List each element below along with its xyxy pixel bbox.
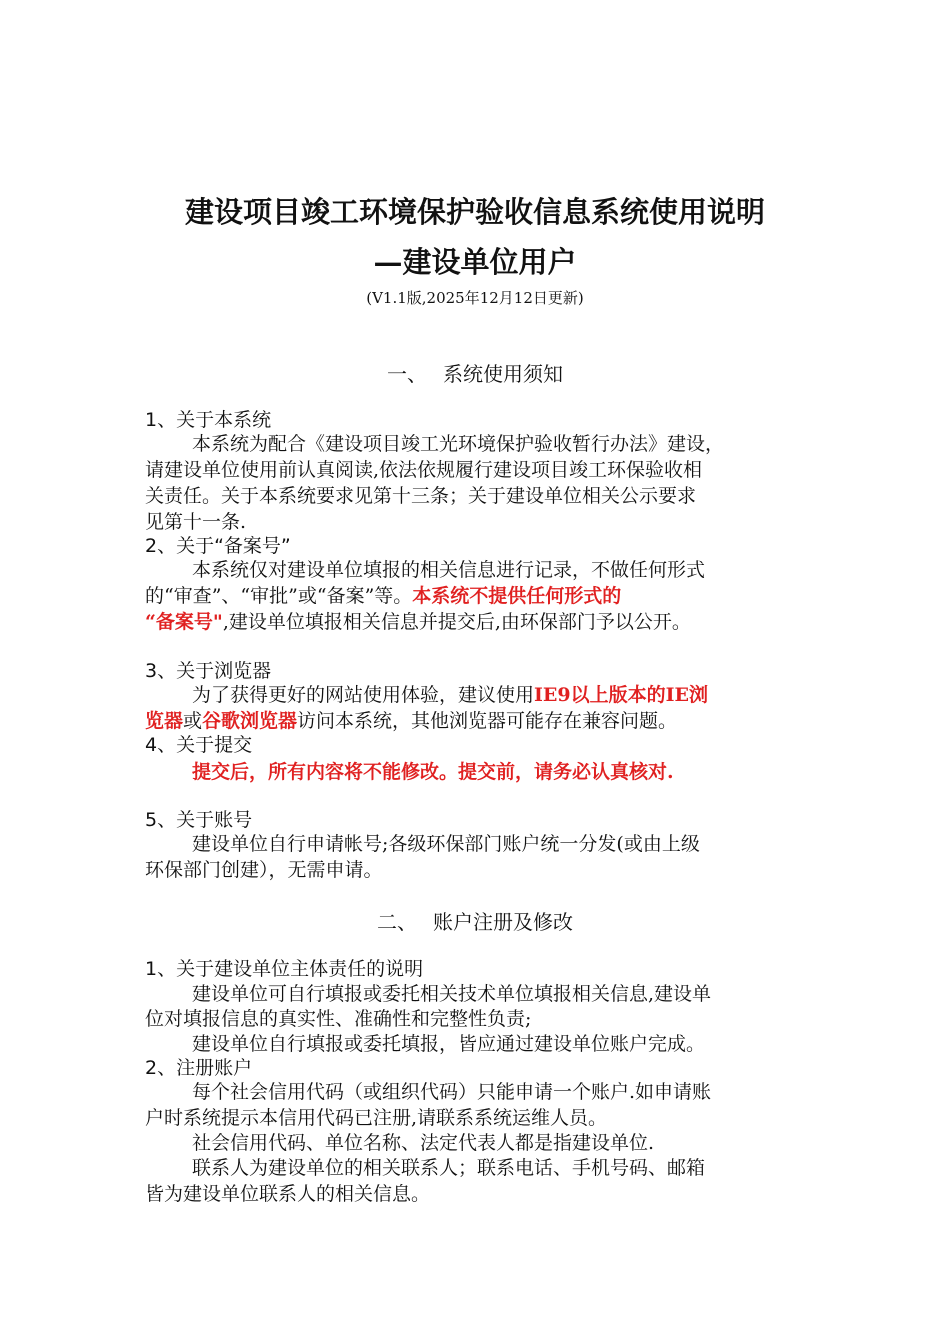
paragraph-line: 建设单位自行申请帐号;各级环保部门账户统一分发(或由上级 bbox=[192, 833, 700, 855]
document-title: 建设项目竣工环境保护验收信息系统使用说明 bbox=[184, 195, 765, 229]
text-run: ,建设单位填报相关信息并提交后,由环保部门予以公开。 bbox=[222, 611, 691, 633]
item-heading: 1、关于建设单位主体责任的说明 bbox=[145, 958, 424, 980]
paragraph-line: 社会信用代码、单位名称、法定代表人都是指建设单位. bbox=[192, 1132, 655, 1154]
warning-text: 提交后，所有内容将不能修改。提交前，请务必认真核对. bbox=[192, 761, 674, 783]
item-heading: 3、关于浏览器 bbox=[145, 660, 272, 682]
paragraph-line: 请建设单位使用前认真阅读,依法依规履行建设项目竣工环保验收相 bbox=[145, 459, 703, 481]
paragraph-line: 关责任。关于本系统要求见第十三条；关于建设单位相关公示要求 bbox=[145, 485, 697, 507]
section-title: 系统使用须知 bbox=[443, 362, 563, 386]
text-run: 为了获得更好的网站使用体验，建议使用 bbox=[192, 684, 535, 706]
item-heading: 5、关于账号 bbox=[145, 809, 253, 831]
warning-text: 谷歌浏览器 bbox=[202, 710, 298, 732]
warning-text: IE9以上版本的IE浏 bbox=[534, 684, 708, 706]
paragraph-line: 环保部门创建），无需申请。 bbox=[145, 859, 383, 881]
paragraph-line: 见第十一条. bbox=[145, 511, 247, 533]
text-run: 访问本系统，其他浏览器可能存在兼容问题。 bbox=[297, 710, 678, 732]
item-heading: 2、关于“备案号” bbox=[145, 535, 291, 557]
paragraph-line: 位对填报信息的真实性、准确性和完整性负责; bbox=[145, 1008, 532, 1030]
paragraph-line: 联系人为建设单位的相关联系人；联系电话、手机号码、邮箱 bbox=[192, 1157, 706, 1179]
paragraph-line: 每个社会信用代码（或组织代码）只能申请一个账户.如申请账 bbox=[192, 1081, 712, 1103]
document-subtitle: —建设单位用户 bbox=[373, 245, 577, 279]
text-run: 的“审查”、“审批”或“备案”等。 bbox=[145, 585, 413, 607]
paragraph-line: 建设单位自行填报或委托填报，皆应通过建设单位账户完成。 bbox=[192, 1033, 706, 1055]
item-heading: 2、注册账户 bbox=[145, 1057, 253, 1079]
paragraph-line: 本系统为配合《建设项目竣工光环境保护验收暂行办法》建设， bbox=[192, 433, 725, 455]
item-heading: 1、关于本系统 bbox=[145, 409, 272, 431]
section-heading-1 bbox=[0, 358, 950, 387]
item-heading: 4、关于提交 bbox=[145, 734, 253, 756]
paragraph-line bbox=[145, 709, 677, 733]
warning-text: 本系统不提供任何形式的 bbox=[412, 585, 622, 607]
version-note: (V1.1版,2025年12月12日更新) bbox=[366, 289, 584, 307]
section-number: 二、 bbox=[377, 910, 417, 934]
warning-text: “备案号" bbox=[145, 611, 223, 633]
section-title: 账户注册及修改 bbox=[433, 910, 573, 934]
paragraph-line bbox=[145, 610, 691, 634]
section-heading-2 bbox=[0, 906, 950, 935]
paragraph-line bbox=[145, 584, 621, 608]
paragraph-line: 皆为建设单位联系人的相关信息。 bbox=[145, 1183, 431, 1205]
paragraph-line: 建设单位可自行填报或委托相关技术单位填报相关信息,建设单 bbox=[192, 983, 712, 1005]
warning-text: 览器 bbox=[145, 710, 184, 732]
section-number: 一、 bbox=[387, 362, 427, 386]
text-run: 或 bbox=[183, 710, 203, 732]
paragraph-line: 本系统仅对建设单位填报的相关信息进行记录，不做任何形式 bbox=[192, 559, 706, 581]
paragraph-line bbox=[192, 683, 708, 707]
paragraph-line: 户时系统提示本信用代码已注册,请联系系统运维人员。 bbox=[145, 1107, 608, 1129]
